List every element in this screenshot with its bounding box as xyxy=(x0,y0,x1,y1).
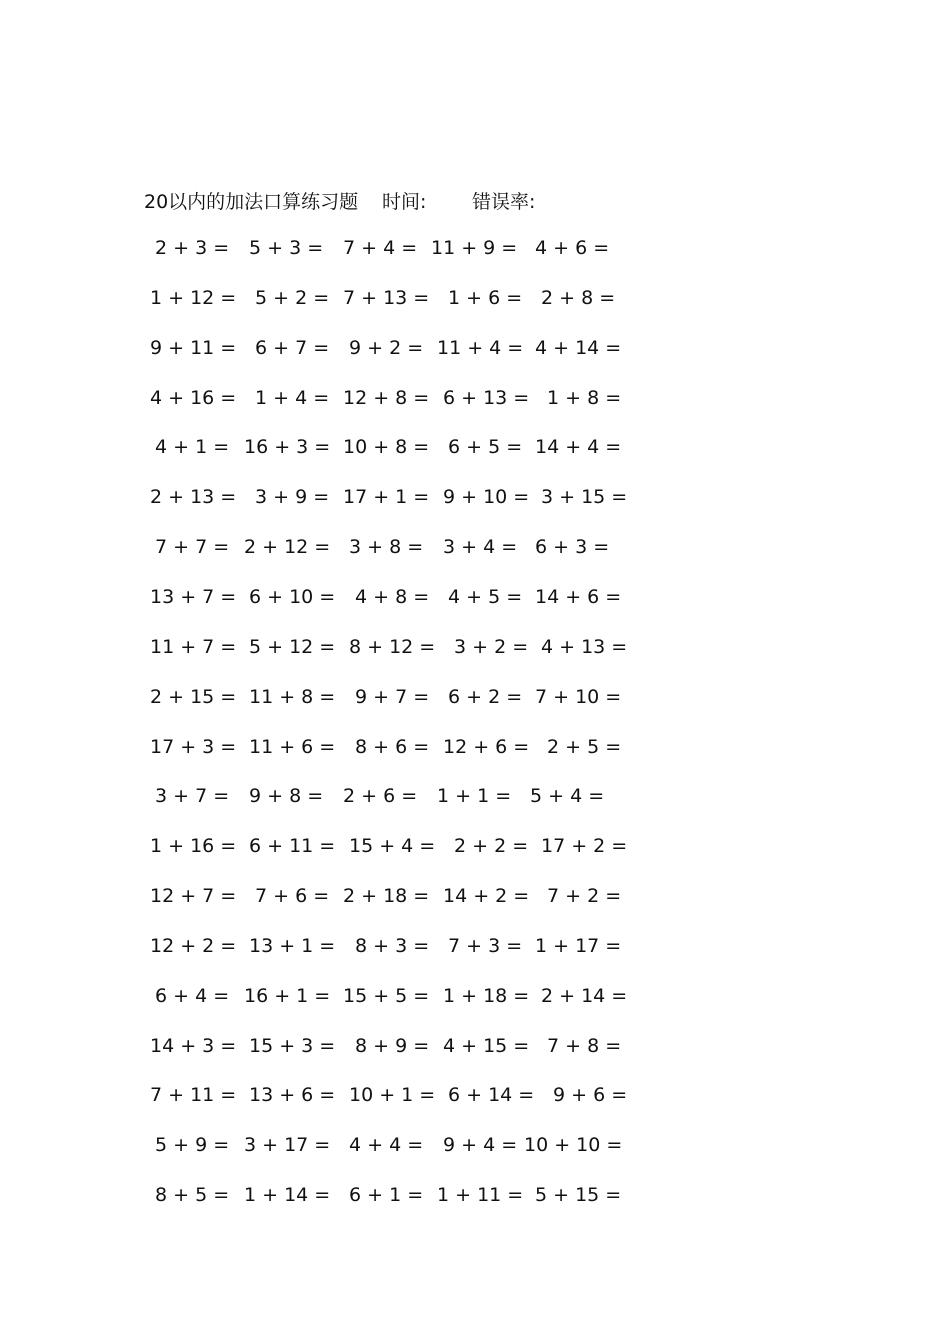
problem: 5 + 2 = xyxy=(255,286,330,309)
problem-row xyxy=(0,636,950,666)
problem: 5 + 4 = xyxy=(530,785,605,808)
problem: 3 + 7 = xyxy=(155,785,230,808)
problem: 9 + 7 = xyxy=(355,685,430,708)
problem: 13 + 6 = xyxy=(249,1084,336,1107)
problem: 2 + 12 = xyxy=(244,536,331,559)
problem-row xyxy=(0,337,950,367)
problem: 8 + 9 = xyxy=(355,1034,430,1057)
problem: 5 + 12 = xyxy=(249,635,336,658)
problem: 3 + 8 = xyxy=(349,536,424,559)
problem-row xyxy=(0,237,950,267)
problem: 3 + 4 = xyxy=(443,536,518,559)
problem-row xyxy=(0,935,950,965)
problem: 6 + 4 = xyxy=(155,984,230,1007)
problem: 14 + 3 = xyxy=(150,1034,237,1057)
problem: 11 + 9 = xyxy=(431,237,518,259)
error-rate-label: 错误率: xyxy=(472,191,536,213)
problem: 4 + 15 = xyxy=(443,1034,530,1057)
worksheet-title: 20以内的加法口算练习题 xyxy=(144,191,359,213)
problem: 7 + 13 = xyxy=(343,286,430,309)
problem: 8 + 3 = xyxy=(355,934,430,957)
problem: 10 + 10 = xyxy=(524,1134,623,1157)
problem: 1 + 1 = xyxy=(437,785,512,808)
problem-row xyxy=(0,1134,950,1164)
problem: 6 + 13 = xyxy=(443,386,530,409)
problem: 7 + 3 = xyxy=(448,934,523,957)
problem: 7 + 7 = xyxy=(155,536,230,559)
problem: 5 + 15 = xyxy=(535,1184,622,1207)
problem: 1 + 11 = xyxy=(437,1184,524,1207)
problem: 4 + 4 = xyxy=(349,1134,424,1157)
problem: 3 + 17 = xyxy=(244,1134,331,1157)
problem-row xyxy=(0,586,950,616)
problem: 12 + 7 = xyxy=(150,885,237,908)
problem-row xyxy=(0,536,950,566)
problem-row xyxy=(0,985,950,1015)
problem: 4 + 16 = xyxy=(150,386,237,409)
problem: 9 + 2 = xyxy=(349,336,424,359)
problem: 11 + 6 = xyxy=(249,735,336,758)
problem: 2 + 15 = xyxy=(150,685,237,708)
problem-row xyxy=(0,1084,950,1114)
problem: 14 + 4 = xyxy=(535,436,622,459)
problem: 11 + 7 = xyxy=(150,635,237,658)
problem: 6 + 3 = xyxy=(535,536,610,559)
problem: 2 + 13 = xyxy=(150,486,237,509)
problem: 1 + 8 = xyxy=(547,386,622,409)
problem: 8 + 5 = xyxy=(155,1184,230,1207)
problem: 6 + 5 = xyxy=(448,436,523,459)
problem: 2 + 6 = xyxy=(343,785,418,808)
problem: 12 + 8 = xyxy=(343,386,430,409)
problem: 1 + 12 = xyxy=(150,286,237,309)
problem: 4 + 1 = xyxy=(155,436,230,459)
problem: 11 + 8 = xyxy=(249,685,336,708)
problem: 13 + 7 = xyxy=(150,585,237,608)
problem: 4 + 14 = xyxy=(535,336,622,359)
problem-row xyxy=(0,486,950,516)
problem: 6 + 14 = xyxy=(448,1084,535,1107)
problem: 9 + 6 = xyxy=(553,1084,628,1107)
problem: 8 + 6 = xyxy=(355,735,430,758)
problem: 1 + 18 = xyxy=(443,984,530,1007)
problem: 2 + 18 = xyxy=(343,885,430,908)
problem: 5 + 3 = xyxy=(249,237,324,259)
problem-row xyxy=(0,287,950,317)
problem-row xyxy=(0,1035,950,1065)
problem: 1 + 14 = xyxy=(244,1184,331,1207)
problem: 4 + 13 = xyxy=(541,635,628,658)
problem: 16 + 3 = xyxy=(244,436,331,459)
problem: 17 + 3 = xyxy=(150,735,237,758)
problem: 2 + 8 = xyxy=(541,286,616,309)
problem: 14 + 2 = xyxy=(443,885,530,908)
problem-row xyxy=(0,835,950,865)
problem: 4 + 5 = xyxy=(448,585,523,608)
problem: 12 + 2 = xyxy=(150,934,237,957)
problem: 15 + 3 = xyxy=(249,1034,336,1057)
problem: 5 + 9 = xyxy=(155,1134,230,1157)
problem: 7 + 11 = xyxy=(150,1084,237,1107)
problem: 3 + 15 = xyxy=(541,486,628,509)
problem-row xyxy=(0,686,950,716)
problem: 15 + 4 = xyxy=(349,835,436,858)
problem: 7 + 4 = xyxy=(343,237,418,259)
time-label: 时间: xyxy=(382,191,427,213)
problem-row xyxy=(0,436,950,466)
problem-row xyxy=(0,387,950,417)
problem: 17 + 2 = xyxy=(541,835,628,858)
problem: 9 + 4 = xyxy=(443,1134,518,1157)
problem: 6 + 11 = xyxy=(249,835,336,858)
problem: 10 + 8 = xyxy=(343,436,430,459)
problem: 9 + 8 = xyxy=(249,785,324,808)
problem: 8 + 12 = xyxy=(349,635,436,658)
problem: 6 + 2 = xyxy=(448,685,523,708)
problem: 15 + 5 = xyxy=(343,984,430,1007)
problem: 4 + 8 = xyxy=(355,585,430,608)
problem: 2 + 14 = xyxy=(541,984,628,1007)
problem: 13 + 1 = xyxy=(249,934,336,957)
problem: 6 + 7 = xyxy=(255,336,330,359)
problem: 9 + 10 = xyxy=(443,486,530,509)
problem: 1 + 4 = xyxy=(255,386,330,409)
problem: 17 + 1 = xyxy=(343,486,430,509)
problem: 3 + 2 = xyxy=(454,635,529,658)
problem-row xyxy=(0,885,950,915)
problem: 7 + 10 = xyxy=(535,685,622,708)
problem: 3 + 9 = xyxy=(255,486,330,509)
problem: 6 + 1 = xyxy=(349,1184,424,1207)
problem: 7 + 8 = xyxy=(547,1034,622,1057)
problem: 10 + 1 = xyxy=(349,1084,436,1107)
problem: 14 + 6 = xyxy=(535,585,622,608)
problem: 7 + 6 = xyxy=(255,885,330,908)
problem: 1 + 6 = xyxy=(448,286,523,309)
problem: 1 + 17 = xyxy=(535,934,622,957)
problem: 11 + 4 = xyxy=(437,336,524,359)
problem: 4 + 6 = xyxy=(535,237,610,259)
problem: 1 + 16 = xyxy=(150,835,237,858)
problem: 2 + 5 = xyxy=(547,735,622,758)
problem: 12 + 6 = xyxy=(443,735,530,758)
problem: 9 + 11 = xyxy=(150,336,237,359)
problem: 7 + 2 = xyxy=(547,885,622,908)
problem-row xyxy=(0,736,950,766)
problem: 16 + 1 = xyxy=(244,984,331,1007)
problem: 6 + 10 = xyxy=(249,585,336,608)
problem-row xyxy=(0,1184,950,1214)
problem: 2 + 2 = xyxy=(454,835,529,858)
problem: 2 + 3 = xyxy=(155,237,230,259)
problem-row xyxy=(0,785,950,815)
